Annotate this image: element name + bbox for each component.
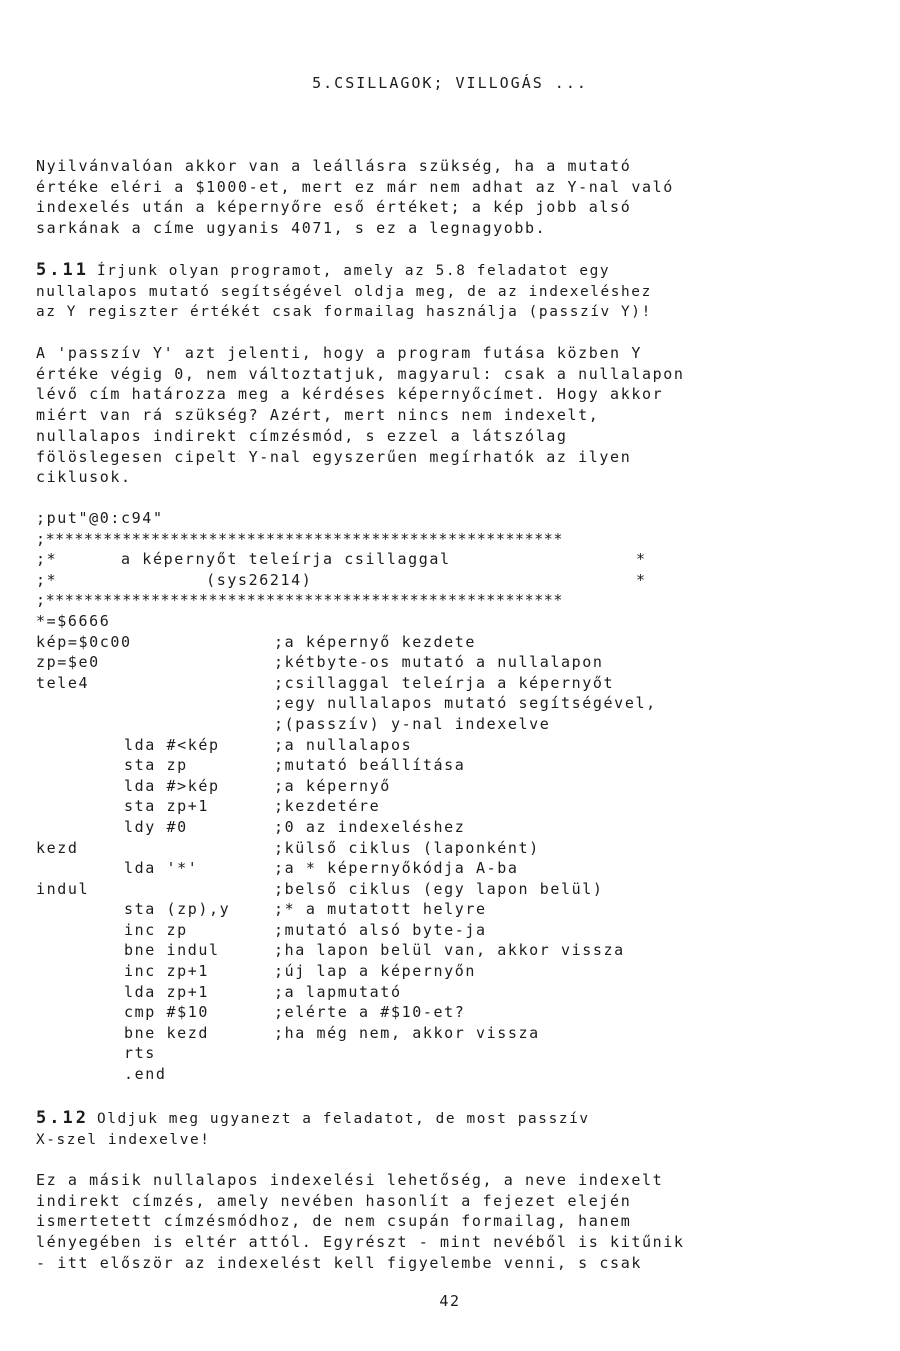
code-comment: ;kétbyte-os mutató a nullalapon [274, 653, 604, 672]
code-instruction: rts [124, 1044, 156, 1063]
text-line: lényegében is eltér attól. Egyrészt - mint nevéből is kitűnik [36, 1233, 685, 1252]
task-5-12 [36, 1108, 798, 1150]
code-line [36, 549, 776, 570]
text-line: értéke eléri a $1000-et, mert ez már nem adhat az Y-nal való [36, 177, 674, 196]
task-text: Oldjuk meg ugyanezt a feladatot, de most passzív [96, 1111, 590, 1127]
code-line [36, 838, 776, 859]
code-line [36, 611, 776, 632]
code-line [36, 1023, 776, 1044]
code-line [36, 735, 776, 756]
code-label: *=$6666 [36, 611, 111, 630]
page-number: 42 [439, 1292, 461, 1310]
code-label: kép=$0c00 [36, 632, 132, 651]
code-line [36, 590, 776, 611]
text-line: fölöslegesen cipelt Y-nal egyszerűen megírhatók az ilyen [36, 447, 632, 466]
banner-text: ;* a képernyőt teleírja csillaggal [36, 550, 451, 569]
code-instruction: lda #>kép [124, 776, 220, 795]
code-instruction: inc zp+1 [124, 962, 210, 981]
code-line [36, 508, 776, 529]
code-listing [36, 508, 776, 1085]
code-line [36, 755, 776, 776]
text-line: lévő cím határozza meg a kérdéses képernyőcímet. Hogy akkor [36, 385, 664, 404]
code-instruction: .end [124, 1065, 167, 1084]
code-line [36, 1064, 776, 1085]
text-line: Ez a másik nullalapos indexelési lehetőség, a neve indexelt [36, 1171, 664, 1189]
code-comment: ;egy nullalapos mutató segítségével, [274, 694, 657, 713]
task-number: 5.12 [36, 1108, 89, 1128]
code-line [36, 920, 776, 941]
banner-end: * [636, 570, 647, 589]
code-comment: ;mutató beállítása [274, 756, 466, 775]
code-instruction: sta (zp),y [124, 900, 231, 919]
text-line [36, 1108, 798, 1130]
chapter-header: 5.CSILLAGOK; VILLOGÁS ... [312, 74, 588, 92]
code-label: zp=$e0 [36, 653, 100, 672]
text-line: az Y regiszter értékét csak formailag használja (passzív Y)! [36, 304, 652, 321]
intro-paragraph [36, 156, 798, 239]
code-line [36, 940, 776, 961]
code-instruction: sta zp [124, 756, 188, 775]
code-instruction: sta zp+1 [124, 797, 210, 816]
text-line: indirekt címzés, amely nevében hasonlít a fejezet elején [36, 1191, 632, 1210]
code-line [36, 899, 776, 920]
final-paragraph [36, 1170, 798, 1274]
code-instruction: bne indul [124, 941, 220, 960]
code-line [36, 961, 776, 982]
text-line: indexelés után a képernyőre eső értéket; a kép jobb alsó [36, 198, 632, 217]
code-line [36, 1002, 776, 1023]
code-line [36, 632, 776, 653]
code-label: tele4 [36, 673, 90, 692]
task-5-11 [36, 260, 798, 323]
code-comment: ;kezdetére [274, 797, 381, 816]
code-comment: ;külső ciklus (laponként) [274, 838, 540, 857]
code-instruction: bne kezd [124, 1023, 210, 1042]
code-instruction: ldy #0 [124, 817, 188, 836]
code-comment: ;a lapmutató [274, 982, 402, 1001]
code-comment: ;ha még nem, akkor vissza [274, 1023, 540, 1042]
star-border: ;****************************************************** [36, 529, 563, 548]
task-number: 5.11 [36, 260, 89, 280]
code-comment: ;belső ciklus (egy lapon belül) [274, 879, 604, 898]
code-line [36, 982, 776, 1003]
code-instruction: lda '*' [124, 859, 199, 878]
code-comment: ;a * képernyőkódja A-ba [274, 859, 519, 878]
text-line: - itt először az indexelést kell figyelembe venni, s csak [36, 1253, 642, 1272]
text-line [36, 260, 798, 282]
code-comment: ;a nullalapos [274, 735, 413, 754]
code-label: indul [36, 879, 90, 898]
code-line [36, 776, 776, 797]
put-directive: ;put"@0:c94" [36, 509, 164, 527]
code-comment: ;mutató alsó byte-ja [274, 920, 487, 939]
text-line: sarkának a címe ugyanis 4071, s ez a legnagyobb. [36, 219, 547, 238]
code-comment: ;0 az indexeléshez [274, 817, 466, 836]
code-instruction: lda zp+1 [124, 982, 210, 1001]
code-line [36, 1043, 776, 1064]
text-line: X-szel indexelve! [36, 1131, 211, 1148]
code-instruction: lda #<kép [124, 735, 220, 754]
code-comment: ;új lap a képernyőn [274, 962, 476, 981]
code-line [36, 652, 776, 673]
code-line [36, 570, 776, 591]
code-comment: ;a képernyő kezdete [274, 632, 476, 651]
text-line: értéke végig 0, nem változtatjuk, magyarul: csak a nullalapon [36, 364, 685, 383]
text-line: miért van rá szükség? Azért, mert nincs nem indexelt, [36, 406, 600, 425]
task-text: Írjunk olyan programot, amely az 5.8 feladatot egy [96, 263, 611, 279]
text-line: A 'passzív Y' azt jelenti, hogy a program futása közben Y [36, 344, 642, 362]
banner-end: * [636, 550, 647, 569]
code-line [36, 879, 776, 900]
code-instruction: cmp #$10 [124, 1003, 210, 1022]
code-line [36, 817, 776, 838]
code-comment: ;ha lapon belül van, akkor vissza [274, 941, 625, 960]
code-comment: ;a képernyő [274, 776, 391, 795]
code-label: kezd [36, 838, 79, 857]
code-comment: ;(passzív) y-nal indexelve [274, 714, 551, 733]
code-line [36, 673, 776, 694]
code-line [36, 796, 776, 817]
text-line: ismertetett címzésmódhoz, de nem csupán formailag, hanem [36, 1212, 632, 1231]
code-comment: ;elérte a #$10-et? [274, 1003, 466, 1022]
text-line: nullalapos indirekt címzésmód, s ezzel a látszólag [36, 426, 568, 445]
code-comment: ;* a mutatott helyre [274, 900, 487, 919]
text-line: ciklusok. [36, 468, 132, 487]
code-line [36, 858, 776, 879]
explanation-paragraph [36, 343, 798, 488]
code-instruction: inc zp [124, 920, 188, 939]
code-line [36, 714, 776, 735]
code-comment: ;csillaggal teleírja a képernyőt [274, 673, 615, 692]
text-line: nullalapos mutató segítségével oldja meg, de az indexeléshez [36, 283, 652, 300]
banner-text: ;* (sys26214) [36, 570, 313, 589]
code-line [36, 529, 776, 550]
text-line: Nyilvánvalóan akkor van a leállásra szükség, ha a mutató [36, 157, 632, 175]
star-border: ;****************************************************** [36, 591, 563, 610]
code-line [36, 693, 776, 714]
